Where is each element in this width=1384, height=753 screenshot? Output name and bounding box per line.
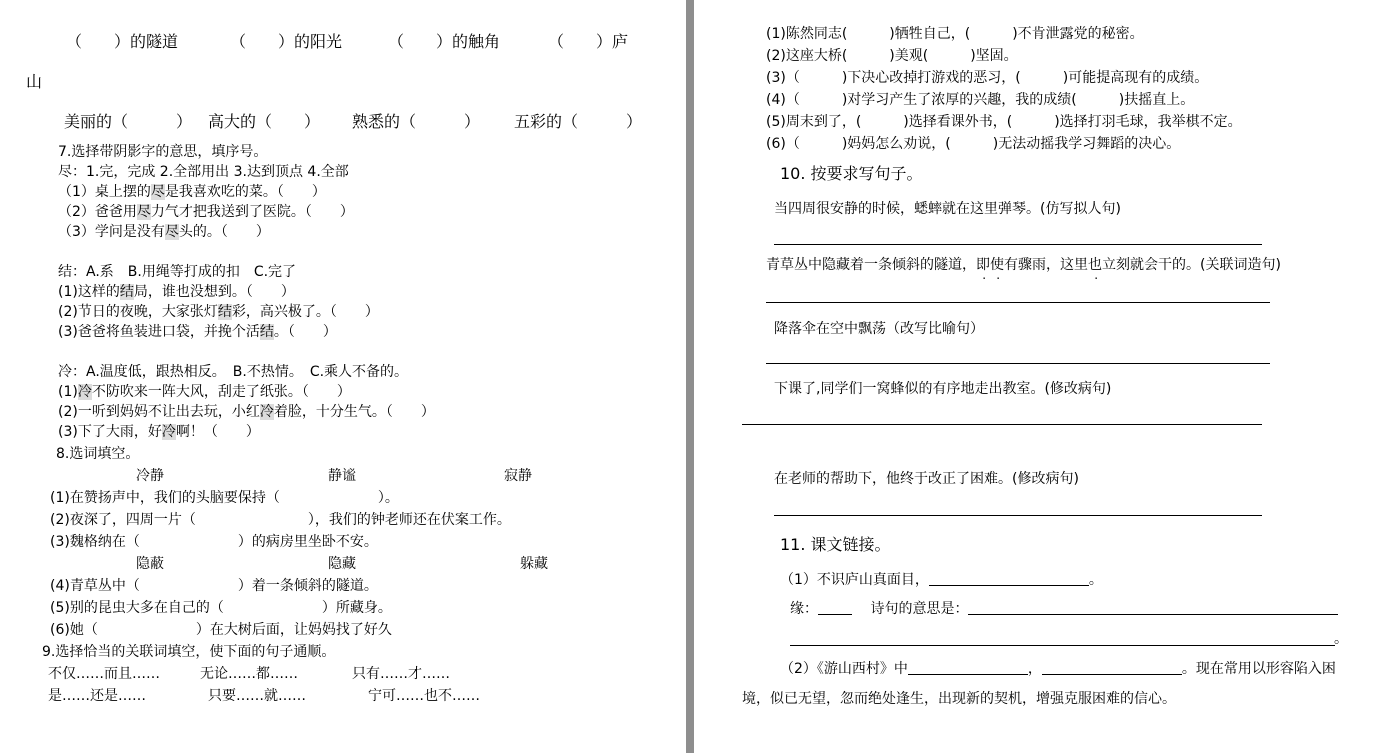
page-divider — [686, 0, 694, 753]
worksheet-right-page — [694, 0, 1384, 753]
q8-sentence-6: (6)她（ ）在大树后面，让妈妈找了好久 — [50, 622, 392, 638]
q11-line-3-wrap: 境，似已无望，忽而绝处逢生，出现新的契机，增强克服困难的信心。 — [742, 691, 1176, 707]
word-option: 寂静 — [504, 468, 532, 484]
q9-item-6: (6)（ )妈妈怎么劝说，( )无法动摇我学习舞蹈的决心。 — [766, 136, 1181, 152]
answer-blank[interactable] — [968, 600, 1338, 615]
leng-item-3: (3)下了大雨，好冷啊！（ ） — [58, 424, 260, 440]
fill-blank-wrap: 山 — [26, 72, 43, 91]
word-option: 隐蔽 — [136, 556, 164, 572]
q11-line-2: 缘： 诗句的意思是： — [790, 600, 1338, 618]
answer-line[interactable] — [790, 645, 1335, 646]
answer-blank[interactable] — [818, 600, 852, 615]
q10-sentence-1: 当四周很安静的时候，蟋蟀就在这里弹琴。(仿写拟人句) — [774, 201, 1121, 217]
worksheet-left-page — [0, 0, 686, 753]
fill-blank-tall: 高大的（ ） — [208, 112, 321, 131]
q8-sentence-2: (2)夜深了，四周一片（ ），我们的钟老师还在伏案工作。 — [50, 512, 511, 528]
q10-sentence-2: 青草丛中隐藏着一条倾斜的隧道，即使有骤雨，这里也立刻就会干的。(关联词造句) — [766, 257, 1281, 273]
answer-line[interactable] — [742, 424, 1262, 425]
q11-line-2-end: 。 — [1334, 631, 1348, 647]
q10-sentence-3: 降落伞在空中飘荡（改写比喻句） — [774, 321, 984, 337]
word-option: 静谧 — [328, 468, 356, 484]
q9-item-2: (2)这座大桥( )美观( )坚固。 — [766, 48, 1018, 64]
conjunction-option: 只要……就…… — [208, 688, 306, 704]
leng-definitions: 冷：A.温度低，跟热相反。 B.不热情。 C.乘人不备的。 — [58, 364, 409, 380]
jie-definitions: 结：A.系 B.用绳等打成的扣 C.完了 — [58, 264, 297, 280]
q11-line-1: （1）不识庐山真面目， 。 — [780, 572, 1103, 588]
fill-blank-antenna: （ ）的触角 — [388, 32, 501, 51]
leng-item-2: (2)一听到妈妈不让出去玩，小红冷着脸，十分生气。（ ） — [58, 404, 435, 420]
word-option: 冷静 — [136, 468, 164, 484]
jie-item-3: (3)爸爸将鱼装进口袋，并挽个活结。（ ） — [58, 324, 337, 340]
conjunction-option: 是……还是…… — [48, 688, 146, 704]
jie-item-2: (2)节日的夜晚，大家张灯结彩，高兴极了。（ ） — [58, 304, 379, 320]
jin-item-3: （3）学问是没有尽头的。（ ） — [58, 224, 270, 240]
word-option: 隐藏 — [328, 556, 356, 572]
question-10-title: 10. 按要求写句子。 — [780, 164, 923, 183]
jin-item-1: （1）桌上摆的尽是我喜欢吃的菜。（ ） — [58, 184, 326, 200]
q11-line-3: （2）《游山西村》中 ， 。现在常用以形容陷入困 — [780, 661, 1336, 677]
q9-item-3: (3)（ )下决心改掉打游戏的恶习，( )可能提高现有的成绩。 — [766, 70, 1209, 86]
q8-sentence-5: (5)别的昆虫大多在自己的（ ）所藏身。 — [50, 600, 392, 616]
q10-sentence-5: 在老师的帮助下，他终于改正了困难。(修改病句) — [774, 471, 1079, 487]
answer-blank[interactable] — [1042, 660, 1182, 675]
answer-blank[interactable] — [908, 660, 1028, 675]
jie-item-1: (1)这样的结局，谁也没想到。（ ） — [58, 284, 295, 300]
conjunction-option: 不仅……而且…… — [48, 666, 160, 682]
fill-blank-colorful: 五彩的（ ） — [514, 112, 643, 131]
q9-item-5: (5)周末到了，( )选择看课外书，( )选择打羽毛球，我举棋不定。 — [766, 114, 1242, 130]
answer-line[interactable] — [766, 302, 1270, 303]
word-option: 躲藏 — [520, 556, 548, 572]
answer-line[interactable] — [766, 363, 1270, 364]
fill-blank-lushan: （ ）庐 — [548, 32, 629, 51]
conjunction-option: 无论……都…… — [200, 666, 298, 682]
question-9-title: 9.选择恰当的关联词填空，使下面的句子通顺。 — [42, 644, 336, 660]
q8-sentence-1: (1)在赞扬声中，我们的头脑要保持（ ）。 — [50, 490, 399, 506]
answer-blank[interactable] — [929, 571, 1089, 586]
conjunction-option: 宁可……也不…… — [368, 688, 480, 704]
q9-item-1: (1)陈然同志( )牺牲自己，( )不肯泄露党的秘密。 — [766, 26, 1144, 42]
fill-blank-familiar: 熟悉的（ ） — [352, 112, 481, 131]
jin-definitions: 尽：1.完，完成 2.全部用出 3.达到顶点 4.全部 — [58, 164, 349, 180]
fill-blank-tunnel: （ ）的隧道 — [66, 32, 179, 51]
question-8-title: 8.选词填空。 — [56, 446, 140, 462]
leng-item-1: (1)冷不防吹来一阵大风，刮走了纸张。（ ） — [58, 384, 351, 400]
q8-sentence-3: (3)魏格纳在（ ）的病房里坐卧不安。 — [50, 534, 378, 550]
q10-sentence-4: 下课了,同学们一窝蜂似的有序地走出教室。(修改病句) — [774, 381, 1112, 397]
fill-blank-beautiful: 美丽的（ ） — [64, 112, 193, 131]
q8-sentence-4: (4)青草丛中（ ）着一条倾斜的隧道。 — [50, 578, 378, 594]
conjunction-option: 只有……才…… — [352, 666, 450, 682]
question-7-title: 7.选择带阴影字的意思，填序号。 — [58, 144, 268, 160]
question-11-title: 11. 课文链接。 — [780, 535, 891, 554]
fill-blank-sunshine: （ ）的阳光 — [230, 32, 343, 51]
q9-item-4: (4)（ )对学习产生了浓厚的兴趣，我的成绩( )扶摇直上。 — [766, 92, 1195, 108]
answer-line[interactable] — [774, 515, 1262, 516]
answer-line[interactable] — [774, 244, 1262, 245]
jin-item-2: （2）爸爸用尽力气才把我送到了医院。（ ） — [58, 204, 354, 220]
